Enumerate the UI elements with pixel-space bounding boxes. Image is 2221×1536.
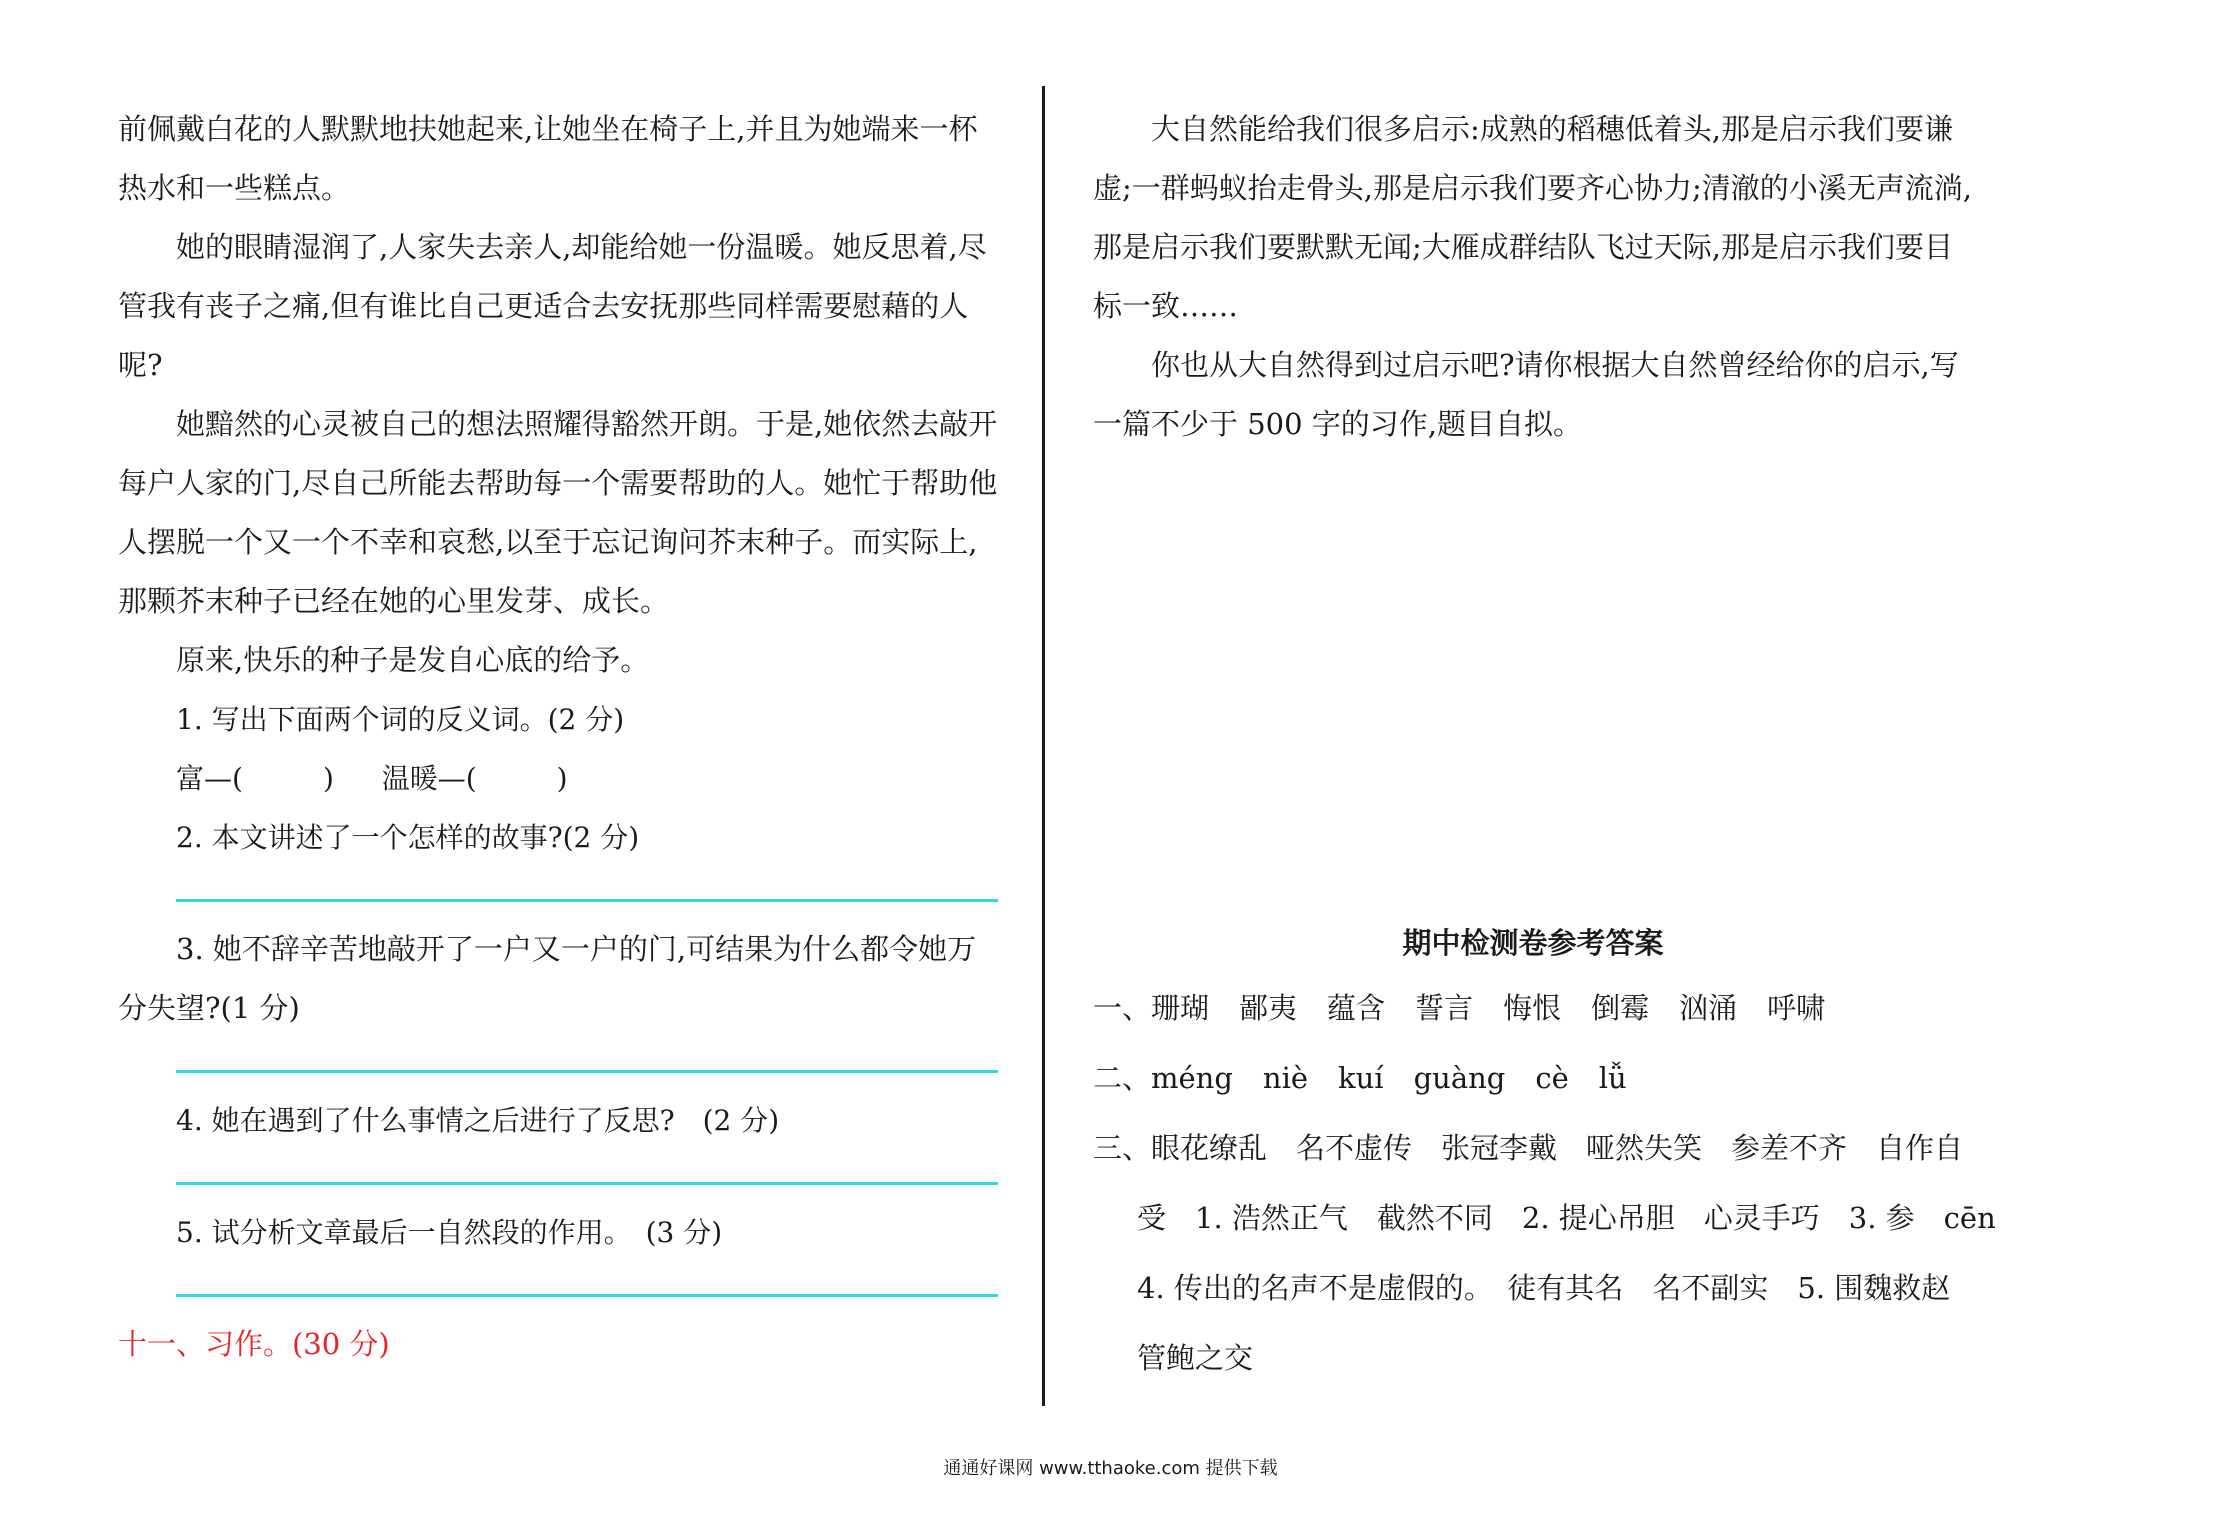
answer-label-1: 一、: [1093, 991, 1152, 1025]
answer-row-3-cont-1: 受 1. 浩然正气 截然不同 2. 提心吊胆 心灵手巧 3. 参 cēn: [1137, 1201, 1996, 1235]
question-5: 5. 试分析文章最后一自然段的作用。 (3 分): [176, 1216, 723, 1249]
answer-row-3-cont-2: 4. 传出的名声不是虚假的。 徒有其名 名不副实 5. 围魏救赵: [1137, 1271, 1951, 1305]
paragraph-2: 她的眼睛湿润了,人家失去亲人,却能给她一份温暖。她反思着,尽管我有丧子之痛,但有谁比自己更适合去安抚那些同样需要慰藉的人呢?: [118, 230, 987, 382]
right-column: [1093, 100, 1996, 1393]
footer-watermark: 通通好课网 www.tthaoke.com 提供下载: [943, 1458, 1278, 1479]
essay-prompt-2: 你也从大自然得到过启示吧?请你根据大自然曾经给你的启示,写一篇不少于 500 字的习作,题目自拟。: [1093, 348, 1959, 441]
blank-word-1: 富—(: [176, 762, 243, 795]
blank-word-2: 温暖—(: [381, 762, 477, 795]
answer-word: 鄙夷: [1239, 991, 1298, 1025]
answer-row-1: [1093, 973, 1973, 1043]
answer-word: 誓言: [1415, 991, 1474, 1025]
pinyin-word: méng: [1151, 1061, 1233, 1095]
left-column: [118, 100, 998, 1374]
paragraph-4: 原来,快乐的种子是发自心底的给予。: [176, 643, 650, 677]
answer-word: 呼啸: [1767, 991, 1826, 1025]
answer-row-3: 三、眼花缭乱 名不虚传 张冠李戴 哑然失笑 参差不齐 自作自: [1093, 1131, 1964, 1165]
answer-label-2: 二、: [1093, 1061, 1152, 1095]
essay-prompt-1: 大自然能给我们很多启示:成熟的稻穗低着头,那是启示我们要谦虚;一群蚂蚁抬走骨头,那是启示我们要齐心协力;清澈的小溪无声流淌,那是启示我们要默默无闻;大雁成群结队飞过天际,那是启示我们要目标一致……: [1093, 112, 1972, 323]
answer-key-title: 期中检测卷参考答案: [1402, 926, 1664, 960]
answer-row-2: [1093, 1043, 1973, 1113]
question-1: 1. 写出下面两个词的反义词。(2 分): [176, 703, 625, 736]
answer-word: 汹涌: [1679, 991, 1738, 1025]
pinyin-word: kuí: [1338, 1061, 1384, 1095]
answer-word: 蕴含: [1327, 991, 1386, 1025]
paragraph-3: 她黯然的心灵被自己的想法照耀得豁然开朗。于是,她依然去敲开每户人家的门,尽自己所能去帮助每一个需要帮助的人。她忙于帮助他人摆脱一个又一个不幸和哀愁,以至于忘记询问芥末种子。而实际上,那颗芥末种子已经在她的心里发芽、成长。: [118, 407, 998, 618]
answer-row-3-cont-3: 管鲍之交: [1137, 1341, 1254, 1375]
paragraph-1: 前佩戴白花的人默默地扶她起来,让她坐在椅子上,并且为她端来一杯热水和一些糕点。: [118, 112, 978, 205]
question-2: 2. 本文讲述了一个怎样的故事?(2 分): [176, 821, 640, 854]
question-4: 4. 她在遇到了什么事情之后进行了反思? (2 分): [176, 1104, 780, 1137]
column-divider: [1042, 86, 1045, 1406]
pinyin-word: guàng: [1413, 1061, 1506, 1095]
answer-word: 珊瑚: [1151, 991, 1210, 1025]
pinyin-word: lǚ: [1598, 1061, 1627, 1095]
pinyin-word: niè: [1262, 1061, 1309, 1095]
question-3: 3. 她不辞辛苦地敲开了一户又一户的门,可结果为什么都令她万分失望?(1 分): [118, 932, 977, 1025]
section-heading-essay: 十一、习作。(30 分): [118, 1327, 390, 1361]
answer-word: 倒霉: [1591, 991, 1650, 1025]
question-1-blanks: [118, 749, 998, 808]
paren-close-1: ): [322, 762, 334, 795]
answer-word: 悔恨: [1503, 991, 1562, 1025]
pinyin-word: cè: [1535, 1061, 1569, 1095]
paren-close-2: ): [556, 762, 568, 795]
